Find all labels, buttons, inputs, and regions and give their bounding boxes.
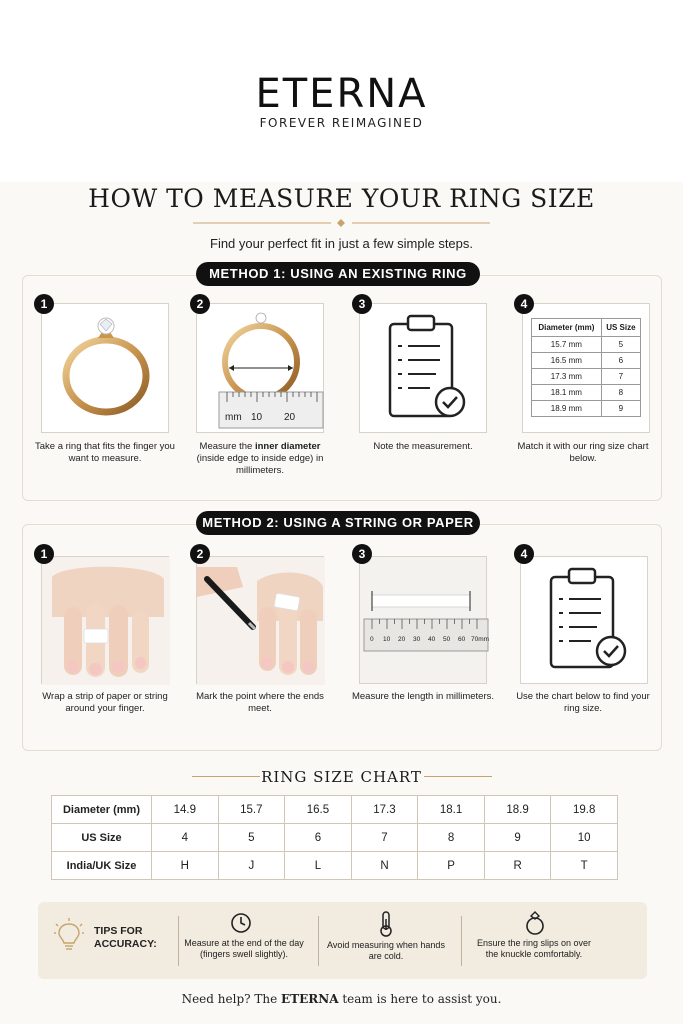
ring-icon [524,910,546,936]
tip-text: Ensure the ring slips on over the knuckle comfortably. [476,938,592,959]
tips-label-line: TIPS FOR [94,925,143,937]
step-number: 4 [514,544,534,564]
table-cell: T [551,852,618,880]
table-cell: 8 [418,824,485,852]
table-cell: 17.3 [351,796,418,824]
table-cell: 18.1 [418,796,485,824]
table-cell: 18.9 [484,796,551,824]
ruler-label: 50 [443,636,451,643]
chart-title: RING SIZE CHART [261,768,422,786]
clipboard-check-icon [521,557,649,685]
mini-table-cell: 6 [601,353,640,369]
step-caption: Mark the point where the ends meet. [196,691,324,714]
table-cell: R [484,852,551,880]
gold-ring-icon [42,304,170,434]
mini-table-cell: 15.7 mm [532,337,602,353]
step-number: 1 [34,294,54,314]
ruler-label: mm [225,412,242,423]
table-cell: 7 [351,824,418,852]
mini-table-header: Diameter (mm) [532,319,602,337]
tip-text: Measure at the end of the day (fingers swell slightly). [184,938,304,959]
table-cell: P [418,852,485,880]
method-1-heading: METHOD 1: USING AN EXISTING RING [196,262,480,286]
clock-icon [230,912,252,934]
caption-text: Measure the [199,441,255,452]
table-row [52,824,618,852]
mini-table-cell: 8 [601,385,640,401]
table-cell: 4 [152,824,219,852]
page-title: HOW TO MEASURE YOUR RING SIZE [88,184,595,213]
row-header: Diameter (mm) [52,796,152,824]
step-image-clipboard [520,556,648,684]
table-cell: H [152,852,219,880]
ruler-label: 70mm [471,636,490,643]
table-cell: N [351,852,418,880]
step-caption: Note the measurement. [373,441,473,452]
ruler-label: 0 [370,636,374,643]
ruler-label: 10 [251,412,263,423]
caption-emphasis: inner diameter [254,441,321,452]
table-cell: 15.7 [218,796,285,824]
ruler-label: 10 [383,636,391,643]
step-caption: Take a ring that fits the finger you want to measure. [35,441,175,464]
ruler-label: 30 [413,636,421,643]
step-caption: Match it with our ring size chart below. [517,441,649,464]
row-header: US Size [52,824,152,852]
hand-with-paper-strip [42,557,170,685]
step-caption: Wrap a strip of paper or string around your finger. [42,691,168,714]
ring-size-table [51,795,618,880]
tips-divider [178,916,179,966]
footer-text: team is here to assist you. [338,992,502,1006]
ring-on-ruler [197,304,325,434]
step-image-strip-ruler [359,556,490,684]
tips-label [94,925,157,951]
tips-divider [461,916,462,966]
title-divider [193,218,490,228]
ruler-label: 40 [428,636,436,643]
footer-text: Need help? The [181,992,282,1006]
step-caption: Use the chart below to find your ring size. [516,691,650,714]
page-subtitle: Find your perfect fit in just a few simple steps. [210,236,473,251]
mini-table-cell: 18.1 mm [532,385,602,401]
table-cell: L [285,852,352,880]
table-cell: 5 [218,824,285,852]
table-row [52,796,618,824]
lightbulb-icon [54,918,84,952]
table-cell: 16.5 [285,796,352,824]
step-number: 1 [34,544,54,564]
step-caption [185,441,335,477]
mini-table-cell: 16.5 mm [532,353,602,369]
step-image-gold-ring [41,303,169,433]
tips-label-line: ACCURACY: [94,938,157,950]
chart-title-rule [424,776,492,777]
mini-size-table [531,318,641,417]
ruler-label: 20 [398,636,406,643]
table-cell: 10 [551,824,618,852]
table-cell: 14.9 [152,796,219,824]
mini-table-cell: 17.3 mm [532,369,602,385]
step-caption: Measure the length in millimeters. [351,691,495,702]
step-number: 3 [352,294,372,314]
strip-on-ruler [360,557,488,685]
step-image-clipboard [359,303,487,433]
step-number: 2 [190,544,210,564]
table-row [52,852,618,880]
step-image-hand-pen [196,556,324,684]
thermometer-icon [378,911,394,937]
table-cell: 19.8 [551,796,618,824]
step-image-hand-paper [41,556,169,684]
table-cell: J [218,852,285,880]
ruler-label: 60 [458,636,466,643]
step-image-mini-table [522,303,650,433]
step-image-ring-on-ruler [196,303,324,433]
method-2-heading: METHOD 2: USING A STRING OR PAPER [196,511,480,535]
mini-table-cell: 5 [601,337,640,353]
tip-text: Avoid measuring when hands are cold. [327,940,445,961]
mini-table-cell: 7 [601,369,640,385]
mini-table-header: US Size [601,319,640,337]
help-footer [0,992,683,1006]
clipboard-check-icon [360,304,488,434]
step-number: 3 [352,544,372,564]
footer-brand: ETERNA [281,992,339,1006]
caption-text: (inside edge to inside edge) in millimeters. [196,453,324,476]
table-cell: 6 [285,824,352,852]
step-number: 2 [190,294,210,314]
row-header: India/UK Size [52,852,152,880]
table-cell: 9 [484,824,551,852]
brand-tagline: FOREVER REIMAGINED [259,116,424,130]
step-number: 4 [514,294,534,314]
ruler-label: 20 [284,412,296,423]
hand-marking-with-pen [197,557,325,685]
brand-header [0,70,683,130]
tips-divider [318,916,319,966]
brand-logo: ETERNA [255,71,428,117]
mini-table-cell: 9 [601,401,640,417]
mini-table-cell: 18.9 mm [532,401,602,417]
